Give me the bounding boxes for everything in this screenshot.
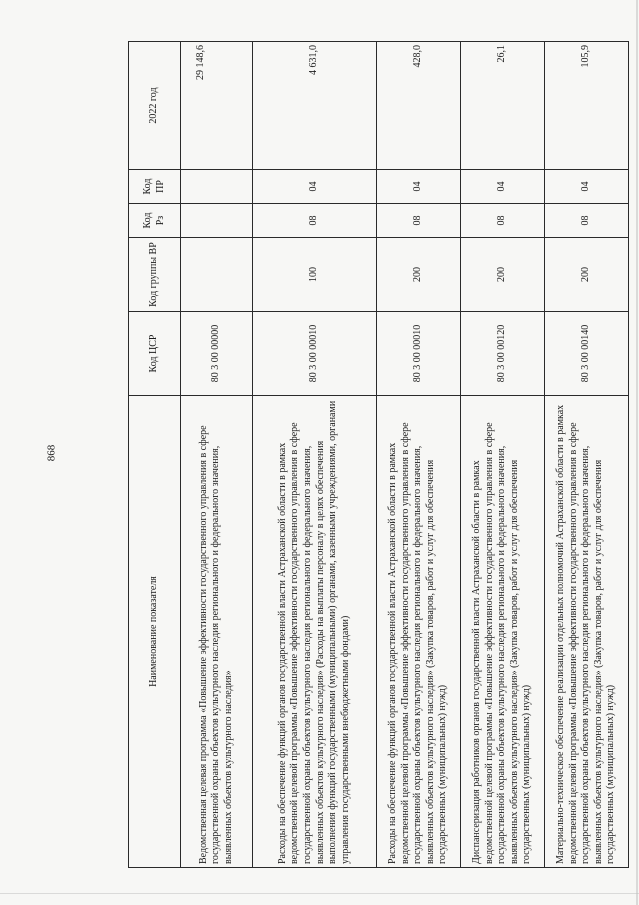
header-pr: Код ПР [129,170,181,204]
row-vr: 100 [253,238,377,312]
row-vr [181,238,253,312]
table-row [461,42,545,868]
row-rz: 08 [545,204,629,238]
table-row [253,42,377,868]
row-name: Диспансеризация работников органов государственной власти Астраханской области в рамках ведомственной целевой программы «Повышение эффективности государственного управления в сфере государственной охраны объектов культурного наследия регионального и федерального значения, выявленных объектов культурного наследия» (Закупка товаров, работ и услуг для обеспечения государственных (муниципальных) нужд) [461,396,545,868]
row-rz [181,204,253,238]
row-name: Расходы на обеспечение функций органов государственной власти Астраханской области в рамках ведомственной целевой программы «Повышение эффективности государственного управления в сфере государственной охраны объектов культурного наследия регионального и федерального значения, выявленных объектов культурного наследия» (Расходы на выплаты персоналу в целях обеспечения выполнения функций государственными (муниципальными) органами, казенными учреждениями, органами управления государственными внебюджетными фондами) [253,396,377,868]
rotated-table-container [128,42,628,868]
page-number-text: 868 [45,444,57,462]
row-rz: 08 [253,204,377,238]
scan-edge-line [636,0,638,905]
row-csr: 80 3 00 00010 [253,312,377,396]
row-name: Ведомственная целевая программа «Повышение эффективности государственного управления в сфере государственной охраны объектов культурного наследия регионального и федерального значения, выявленных объектов культурного наследия» [181,396,253,868]
page-number [40,438,62,468]
header-rz: Код Рз [129,204,181,238]
header-name: Наименование показателя [129,396,181,868]
row-pr: 04 [545,170,629,204]
header-year: 2022 год [129,42,181,170]
row-amount: 428,0 [377,42,461,170]
table-row [181,42,253,868]
row-rz: 08 [377,204,461,238]
row-pr: 04 [377,170,461,204]
row-pr: 04 [461,170,545,204]
row-csr: 80 3 00 00000 [181,312,253,396]
row-name: Расходы на обеспечение функций органов государственной власти Астраханской области в рамках ведомственной целевой программы «Повышение эффективности государственного управления в сфере государственной охраны объектов культурного наследия регионального и федерального значения, выявленных объектов культурного наследия» (Закупка товаров, работ и услуг для обеспечения государственных (муниципальных) нужд) [377,396,461,868]
scan-bottom-line [0,893,639,894]
row-amount: 4 631,0 [253,42,377,170]
row-pr [181,170,253,204]
table-row [545,42,629,868]
row-vr: 200 [461,238,545,312]
row-amount: 29 148,6 [181,42,253,170]
header-csr: Код ЦСР [129,312,181,396]
row-csr: 80 3 00 00010 [377,312,461,396]
table-header-row [129,42,181,868]
row-amount: 26,1 [461,42,545,170]
row-vr: 200 [545,238,629,312]
row-amount: 105,9 [545,42,629,170]
budget-table [128,41,629,868]
row-name: Материально-техническое обеспечение реализации отдельных полномочий Астраханской области в рамках ведомственной целевой программы «Повышение эффективности государственного управления в сфере государственной охраны объектов культурного наследия регионального и федерального значения, выявленных объектов культурного наследия» (Закупка товаров, работ и услуг для обеспечения государственных (муниципальных) нужд) [545,396,629,868]
row-csr: 80 3 00 00120 [461,312,545,396]
row-pr: 04 [253,170,377,204]
table-row [377,42,461,868]
row-vr: 200 [377,238,461,312]
header-vr: Код группы ВР [129,238,181,312]
row-csr: 80 3 00 00140 [545,312,629,396]
row-rz: 08 [461,204,545,238]
